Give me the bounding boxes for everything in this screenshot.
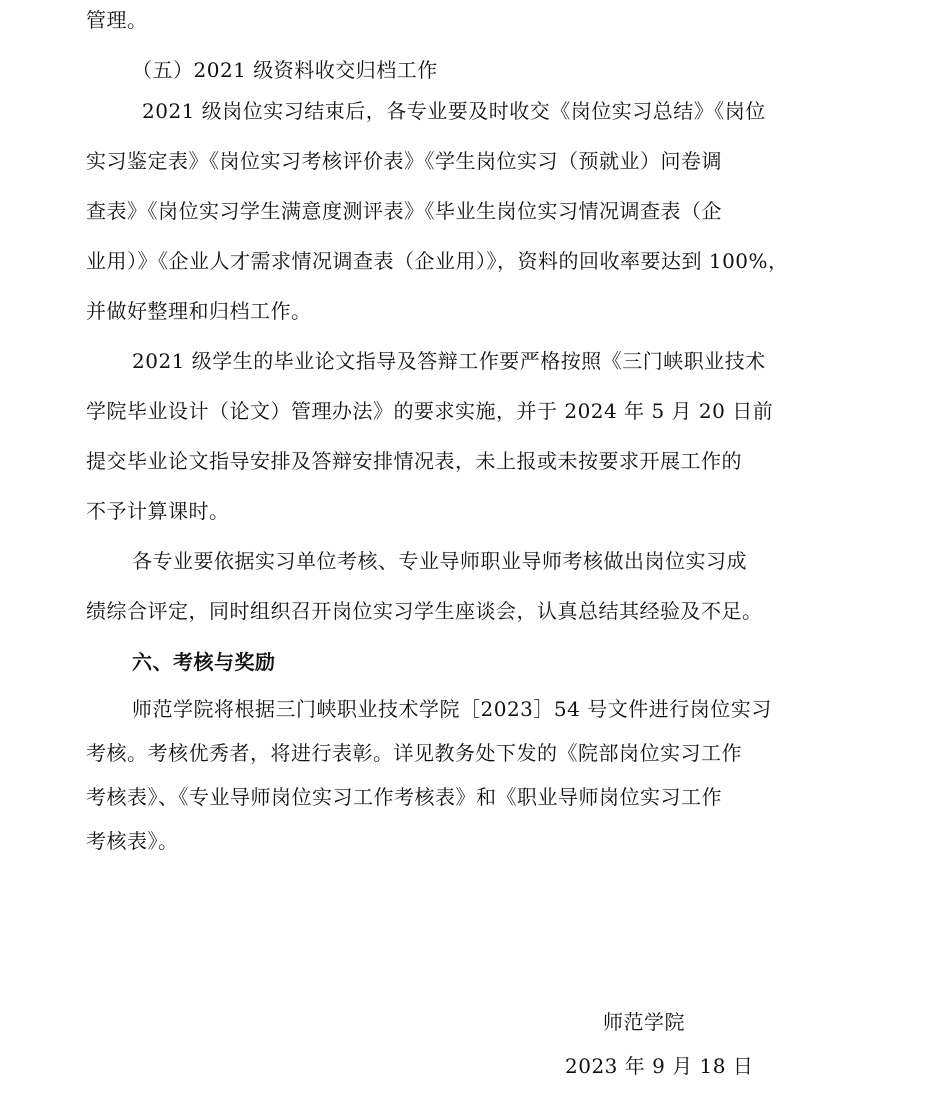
paragraph-line-4: 实习鉴定表》《岗位实习考核评价表》《学生岗位实习（预就业）问卷调: [86, 149, 722, 173]
paragraph-line-15: 师范学院将根据三门峡职业技术学院［2023］54 号文件进行岗位实习: [132, 697, 772, 721]
paragraph-line-7: 并做好整理和归档工作。: [86, 299, 312, 323]
section-heading-six: 六、考核与奖励: [132, 650, 276, 674]
paragraph-line-3: 2021 级岗位实习结束后，各专业要及时收交《岗位实习总结》《岗位: [142, 99, 766, 123]
paragraph-line-9: 学院毕业设计（论文）管理办法》的要求实施，并于 2024 年 5 月 20 日前: [86, 399, 774, 423]
paragraph-line-12: 各专业要依据实习单位考核、专业导师职业导师考核做出岗位实习成: [132, 549, 747, 573]
subsection-heading-five: （五）2021 级资料收交归档工作: [132, 58, 438, 82]
paragraph-line-13: 绩综合评定，同时组织召开岗位实习学生座谈会，认真总结其经验及不足。: [86, 599, 763, 623]
paragraph-line-10: 提交毕业论文指导安排及答辩安排情况表，未上报或未按要求开展工作的: [86, 449, 742, 473]
paragraph-line-6: 业用）》《企业人才需求情况调查表（企业用）》，资料的回收率要达到 100%，: [86, 249, 789, 273]
signature-org: 师范学院: [603, 1010, 685, 1034]
paragraph-line-8: 2021 级学生的毕业论文指导及答辩工作要严格按照《三门峡职业技术: [132, 349, 766, 373]
paragraph-line-17: 考核表》、《专业导师岗位实习工作考核表》和《职业导师岗位实习工作: [86, 785, 722, 809]
paragraph-line-16: 考核。考核优秀者，将进行表彰。详见教务处下发的《院部岗位实习工作: [86, 741, 742, 765]
paragraph-line-1: 管理。: [86, 8, 148, 32]
paragraph-line-5: 查表》《岗位实习学生满意度测评表》《毕业生岗位实习情况调查表（企: [86, 199, 722, 223]
signature-date: 2023 年 9 月 18 日: [565, 1054, 754, 1078]
paragraph-line-18: 考核表》。: [86, 829, 179, 853]
paragraph-line-11: 不予计算课时。: [86, 499, 230, 523]
